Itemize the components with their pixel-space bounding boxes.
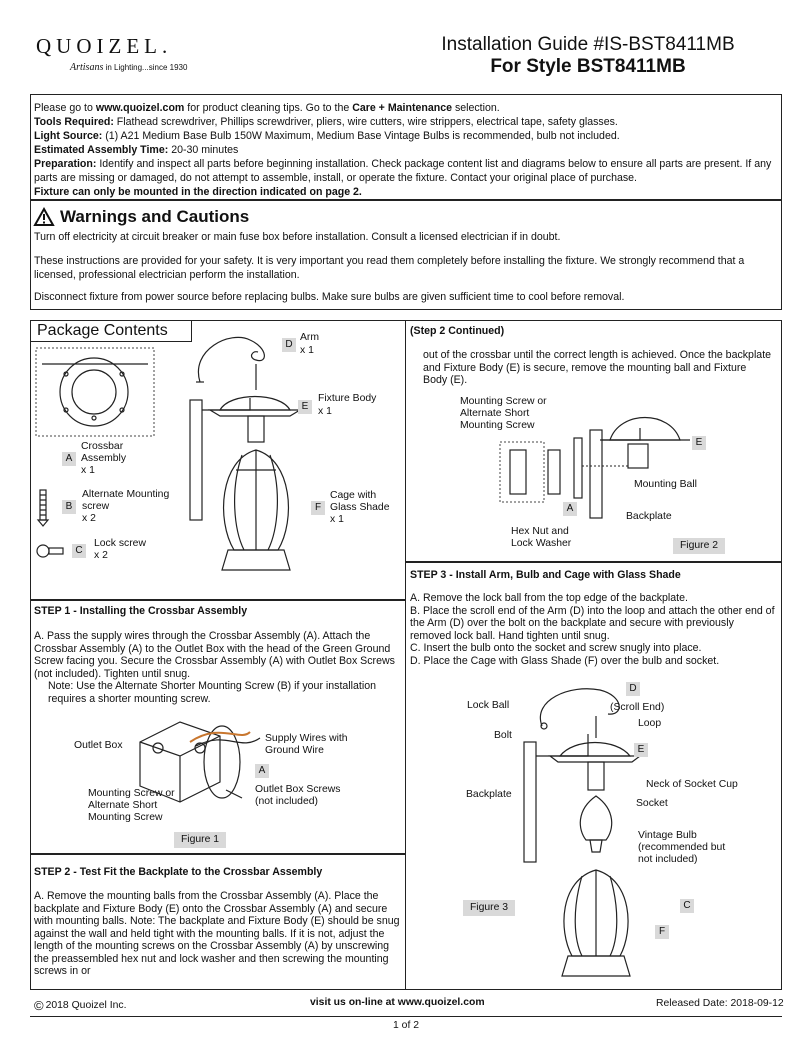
mounting-screw-image: [38, 490, 48, 526]
pkg-qty-e: x 1: [318, 406, 332, 417]
figure1-label: Figure 1: [174, 832, 226, 848]
warning-p1: Turn off electricity at circuit breaker or main fuse box before installation. Consult a licensed electrician if in doubt.: [34, 231, 561, 243]
info-line1: Please go to www.quoizel.com for product cleaning tips. Go to the Care + Maintenance selection.: [34, 102, 500, 114]
tagline-italic: Artisans: [70, 62, 104, 73]
tagline-rest: in Lighting...since 1930: [105, 63, 188, 72]
fig1-outlet-box-screws: Outlet Box Screws (not included): [255, 784, 341, 807]
fig3-letter-e: E: [634, 743, 648, 757]
fig3-backplate: Backplate: [466, 789, 512, 800]
step3-item-c: C. Insert the bulb onto the socket and screw snugly into place.: [410, 642, 702, 654]
fig2-hex-nut: Hex Nut and Lock Washer: [511, 526, 572, 549]
fig1-letter-a: A: [255, 764, 269, 778]
fig3-loop: Loop: [638, 718, 662, 729]
pkg-name-d: Arm: [300, 332, 320, 343]
title-line2: For Style BST8411MB: [490, 56, 686, 77]
footer-website: visit us on-line at www.quoizel.com: [310, 997, 485, 1008]
title-line1: Installation Guide #IS-BST8411MB: [441, 34, 735, 55]
tools-required: Tools Required: Flathead screwdriver, Phillips screwdriver, pliers, wire cutters, wire strippers, electrical tape, safety glasses.: [34, 116, 618, 128]
pkg-letter-d: D: [282, 338, 296, 352]
pkg-qty-f: x 1: [330, 514, 344, 525]
fig2-mounting-ball: Mounting Ball: [634, 479, 697, 490]
light-source: Light Source: (1) A21 Medium Base Bulb 150W Maximum, Medium Base Vintage Bulbs is recommended, bulb not included.: [34, 130, 620, 142]
fig3-bulb: Vintage Bulb (recommended but not included): [638, 830, 726, 865]
fig2-letter-a: A: [563, 502, 577, 516]
footer-copyright: © 2018 Quoizel Inc.: [34, 998, 127, 1013]
warning-triangle-icon: [34, 208, 54, 226]
pkg-letter-a: A: [62, 452, 76, 466]
pkg-qty-b: x 2: [82, 513, 96, 524]
pkg-qty-a: x 1: [81, 465, 95, 476]
fig1-mounting-screw: Mounting Screw or Alternate Short Mounting Screw: [88, 788, 175, 823]
mount-note: Fixture can only be mounted in the direction indicated on page 2.: [34, 186, 362, 198]
fig3-scroll-end: (Scroll End): [610, 702, 665, 713]
assembly-time: Estimated Assembly Time: 20-30 minutes: [34, 144, 239, 156]
brand-tagline: [70, 62, 187, 73]
fig3-lock-ball: Lock Ball: [467, 700, 510, 711]
figure3-label: Figure 3: [463, 900, 515, 916]
copyright-icon: ©: [34, 998, 44, 1013]
step1-text-a: A. Pass the supply wires through the Crossbar Assembly (A). Attach the Crossbar Assembly (A) to the Outlet Box with the head of the Green Ground Screw facing you. Secure the Crossbar Assembly (A) with Outlet Box Screws (not included). Tighten until snug.: [34, 630, 395, 680]
step1-text: [34, 630, 400, 705]
fixture-package-image: [190, 330, 330, 590]
info-url[interactable]: www.quoizel.com: [95, 102, 185, 114]
page-title: [408, 34, 768, 78]
pkg-letter-c: C: [72, 544, 86, 558]
pkg-qty-d: x 1: [300, 345, 314, 356]
pkg-letter-f: F: [311, 501, 325, 515]
step3-title: STEP 3 - Install Arm, Bulb and Cage with Glass Shade: [410, 569, 681, 581]
preparation: Preparation: Identify and inspect all parts before beginning installation. Check package content list and diagrams below to ensure all parts are present. If any parts are missing or damaged, do not attempt to assemble, install, or operate the fixture. Contact your original place of purchase.: [34, 158, 772, 184]
step1-title: STEP 1 - Installing the Crossbar Assembly: [34, 605, 248, 617]
fig1-outlet-box: Outlet Box: [74, 740, 123, 751]
step1-note: Note: Use the Alternate Shorter Mounting Screw (B) if your installation requires a shorter mounting screw.: [48, 680, 376, 705]
step2-text: A. Remove the mounting balls from the Crossbar Assembly (A). Place the backplate and Fixture Body (E) onto the Crossbar Assembly (A) and secure with mounting balls. Note: The backplate and Fixture Body (E) should be snug against the wall and held tight with the mounting balls. If it is not, adjust the length of the mounting screws on the Crossbar Assembly (A) by unscrewing the preassembled hex nut and lock washer and then screwing the mounting screws in or: [34, 890, 400, 977]
fig3-socket: Socket: [636, 798, 668, 809]
brand-logo: QUOIZEL.: [36, 34, 173, 58]
page-number: 1 of 2: [393, 1020, 419, 1031]
pkg-name-c: Lock screw: [94, 538, 146, 549]
warning-p2: These instructions are provided for your safety. It is very important you read them completely before installing the fixture. We strongly recommend that a licensed, professional electrician perform the installation.: [34, 255, 745, 281]
pkg-letter-e: E: [298, 400, 312, 414]
footer-divider: [30, 1016, 782, 1017]
pkg-name-f: Cage with Glass Shade: [330, 490, 390, 513]
pkg-name-a: Crossbar Assembly: [81, 441, 127, 464]
fig3-letter-f: F: [655, 925, 669, 939]
warnings-heading: Warnings and Cautions: [34, 207, 249, 227]
footer-url[interactable]: www.quoizel.com: [397, 997, 485, 1008]
fig3-bolt: Bolt: [494, 730, 512, 741]
step2-cont-text: out of the crossbar until the correct length is achieved. Once the backplate and Fixture Body (E) is secure, remove the mounting ball and Fixture Body (E).: [423, 349, 772, 386]
info-text: [34, 101, 778, 199]
crossbar-assembly-image: [36, 348, 154, 436]
lock-screw-image: [36, 544, 66, 558]
pkg-letter-b: B: [62, 500, 76, 514]
step2-title: STEP 2 - Test Fit the Backplate to the Crossbar Assembly: [34, 866, 323, 878]
step3-item-a: A. Remove the lock ball from the top edge of the backplate.: [410, 592, 688, 604]
fig3-letter-c: C: [680, 899, 694, 913]
fig1-supply-wires: Supply Wires with Ground Wire: [265, 733, 348, 756]
step3-text: [410, 592, 778, 667]
warning-p3: Disconnect fixture from power source before replacing bulbs. Make sure bulbs are given sufficient time to cool before removal.: [34, 291, 625, 303]
pkg-qty-c: x 2: [94, 550, 108, 561]
fig3-letter-d: D: [626, 682, 640, 696]
fig2-mounting-screw: Mounting Screw or Alternate Short Mounting Screw: [460, 396, 547, 431]
fig2-letter-e: E: [692, 436, 706, 450]
pkg-name-e: Fixture Body: [318, 393, 377, 404]
footer-released: Released Date: 2018-09-12: [656, 998, 784, 1009]
step2-cont-title: (Step 2 Continued): [410, 325, 505, 337]
step3-item-d: D. Place the Cage with Glass Shade (F) over the bulb and socket.: [410, 654, 720, 667]
fig3-neck: Neck of Socket Cup: [646, 779, 738, 790]
pkg-name-b: Alternate Mounting screw: [82, 489, 170, 512]
figure2-label: Figure 2: [673, 538, 725, 554]
package-title: Package Contents: [30, 320, 192, 342]
fig2-backplate: Backplate: [626, 511, 672, 522]
step3-item-b: B. Place the scroll end of the Arm (D) into the loop and attach the other end of the Arm (D) over the bolt on the backplate and secure with previously removed lock ball. Hand tighten until snug.: [410, 604, 775, 642]
